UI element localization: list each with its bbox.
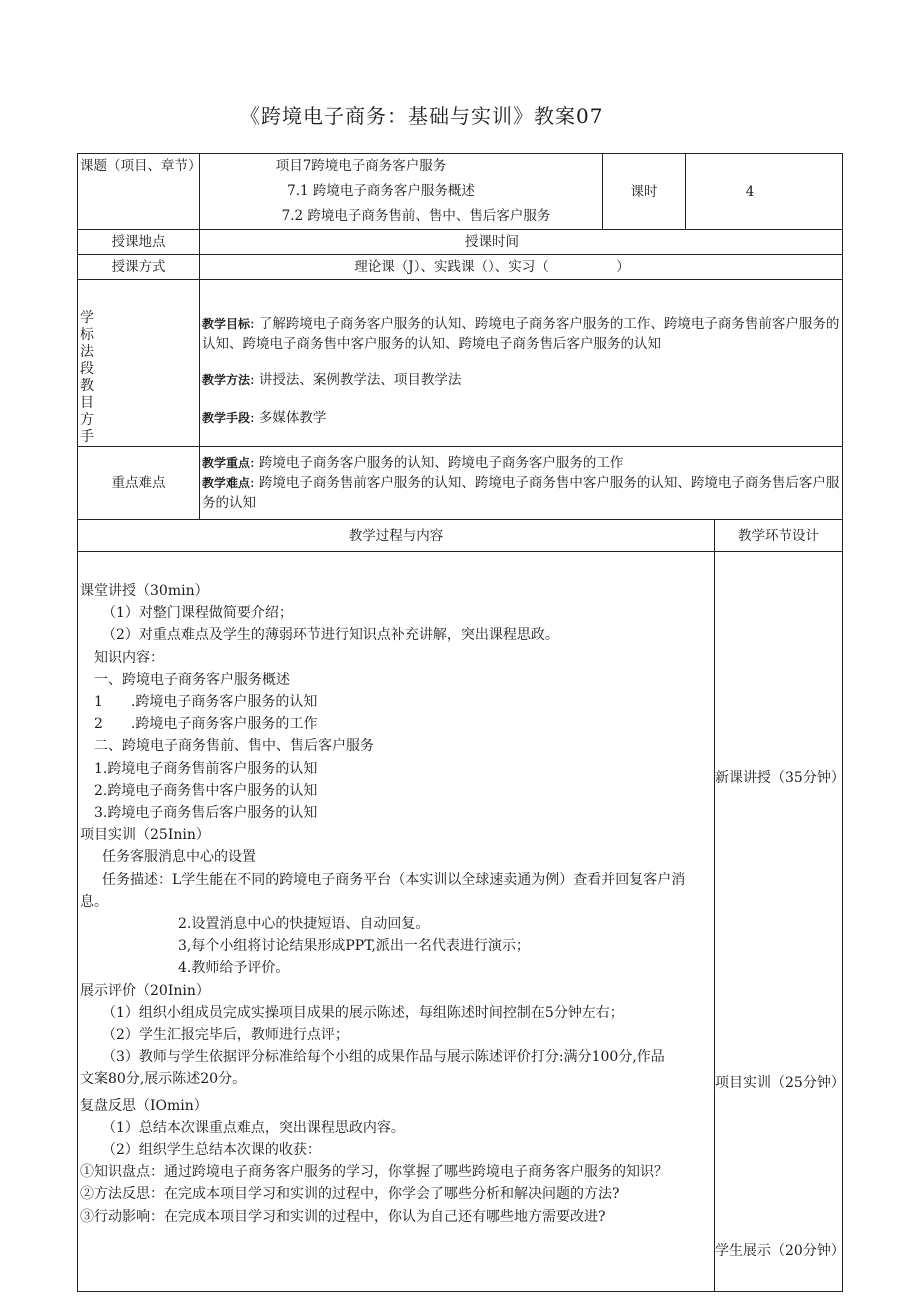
process-content [78,552,715,1292]
key-points-content [200,447,843,520]
teaching-method: 教学方法: 讲授法、案例教学法、项目教学法 [202,372,462,388]
process-line: 任务描述：L学生能在不同的跨境电子商务平台（本实训以全球速卖通为例）查看并回复客户消息。 [80,871,686,910]
process-header: 教学过程与内容 [78,520,715,552]
difficult-point: 教学难点: 跨境电子商务售前客户服务的认知、跨境电子商务售中客户服务的认知、跨境电子商务售后客户服务的认知 [202,475,840,511]
side-char: 方 [80,412,94,428]
stage-column [715,552,843,1292]
process-line: （1）对整门课程做简要介绍； [102,605,293,622]
mode-value: 理论课（J）、实践课（）、实习（ ） [200,255,843,280]
topic-content [200,154,603,230]
process-line: 一、跨境电子商务客户服务概述 [94,671,290,688]
side-char: 标 [80,327,94,343]
side-char: 手 [80,429,94,445]
process-line: ③行动影响：在完成本项目学习和实训的过程中，你认为自己还有哪些地方需要改进? [80,1208,606,1225]
side-char: 法 [80,344,94,360]
objectives-side-label [78,280,200,447]
process-line: （1）总结本次课重点难点，突出课程思政内容。 [102,1119,405,1136]
mode-row [78,255,843,280]
section-heading: 课堂讲授（30min） [80,583,209,599]
stage-lecture: 新课讲授（35分钟） [715,770,845,786]
topic-row [78,154,843,230]
key-point: 教学重点: 跨境电子商务客户服务的认知、跨境电子商务客户服务的工作 [202,455,624,471]
side-char: 学 [80,310,94,326]
process-line: （2）学生汇报完毕后，教师进行点评； [102,1027,349,1044]
process-line: （2）对重点难点及学生的薄弱环节进行知识点补充讲解，突出课程思政。 [102,627,559,644]
stage-header: 教学环节设计 [715,520,843,552]
hours-label: 课时 [603,154,686,230]
side-char: 教 [80,378,94,394]
process-line: 任务客服消息中心的设置 [102,849,256,866]
side-char: 段 [80,361,94,377]
key-points-label: 重点难点 [78,447,200,520]
topic-line: 7.2 跨境电子商务售前、售中、售后客户服务 [281,208,551,224]
objectives-row [78,280,843,447]
teaching-means: 教学手段: 多媒体教学 [202,410,327,426]
mode-label: 授课方式 [78,255,200,280]
section-heading: 展示评价（20Inin） [80,982,210,999]
key-points-row [78,447,843,520]
topic-label: 课题（项目、章节） [78,154,200,230]
process-line: （3）教师与学生依据评分标准给每个小组的成果作品与展示陈述评价打分:满分100分,作品文案80分,展示陈述20分。 [80,1049,665,1088]
lesson-plan-table [77,153,843,1292]
process-line: （1）组织小组成员完成实操项目成果的展示陈述，每组陈述时间控制在5分钟左右； [102,1004,624,1021]
process-line: 3,每个小组将讨论结果形成PPT,派出一名代表进行演示； [178,938,530,955]
location-row [78,230,843,255]
objectives-content [200,280,843,447]
process-line: ①知识盘点：通过跨境电子商务客户服务的学习，你掌握了哪些跨境电子商务客户服务的知识？ [80,1164,668,1181]
stage-presentation: 学生展示（20分钟） [715,1243,845,1259]
process-line: 1.跨境电子商务售前客户服务的认知 [94,760,318,777]
process-line: 2.设置消息中心的快捷短语、自动回复。 [178,916,430,933]
process-line: 2.跨境电子商务售中客户服务的认知 [94,782,318,799]
process-line: 二、跨境电子商务售前、售中、售后客户服务 [94,738,374,755]
topic-line: 项目7跨境电子商务客户服务 [275,158,447,174]
side-char: 目 [80,395,94,411]
section-heading: 复盘反思（IOmin） [80,1097,208,1114]
process-line: 3.跨境电子商务售后客户服务的认知 [94,805,318,822]
hours-value: 4 [686,154,843,230]
teaching-goal: 教学目标: 了解跨境电子商务客户服务的认知、跨境电子商务客户服务的工作、跨境电子商务售前客户服务的认知、跨境电子商务售中客户服务的认知、跨境电子商务售后客户服务的认知 [202,316,840,352]
document-title: 《跨境电子商务：基础与实训》教案07 [240,104,604,128]
process-header-row [78,520,843,552]
stage-practice: 项目实训（25分钟） [715,1075,845,1091]
process-line: 4.教师给予评价。 [178,960,290,977]
time-label: 授课时间 [200,230,843,255]
topic-line: 7.1 跨境电子商务客户服务概述 [287,183,475,199]
process-line: 2 .跨境电子商务客户服务的工作 [94,716,318,733]
process-row [78,552,843,1292]
process-line: （2）组织学生总结本次课的收获： [102,1142,321,1159]
process-line: 1 .跨境电子商务客户服务的认知 [94,694,318,711]
process-line: 知识内容： [94,649,164,666]
process-line: ②方法反思：在完成本项目学习和实训的过程中，你学会了哪些分析和解决问题的方法? [80,1186,620,1203]
location-label: 授课地点 [78,230,200,255]
section-heading: 项目实训（25Inin） [80,827,210,844]
